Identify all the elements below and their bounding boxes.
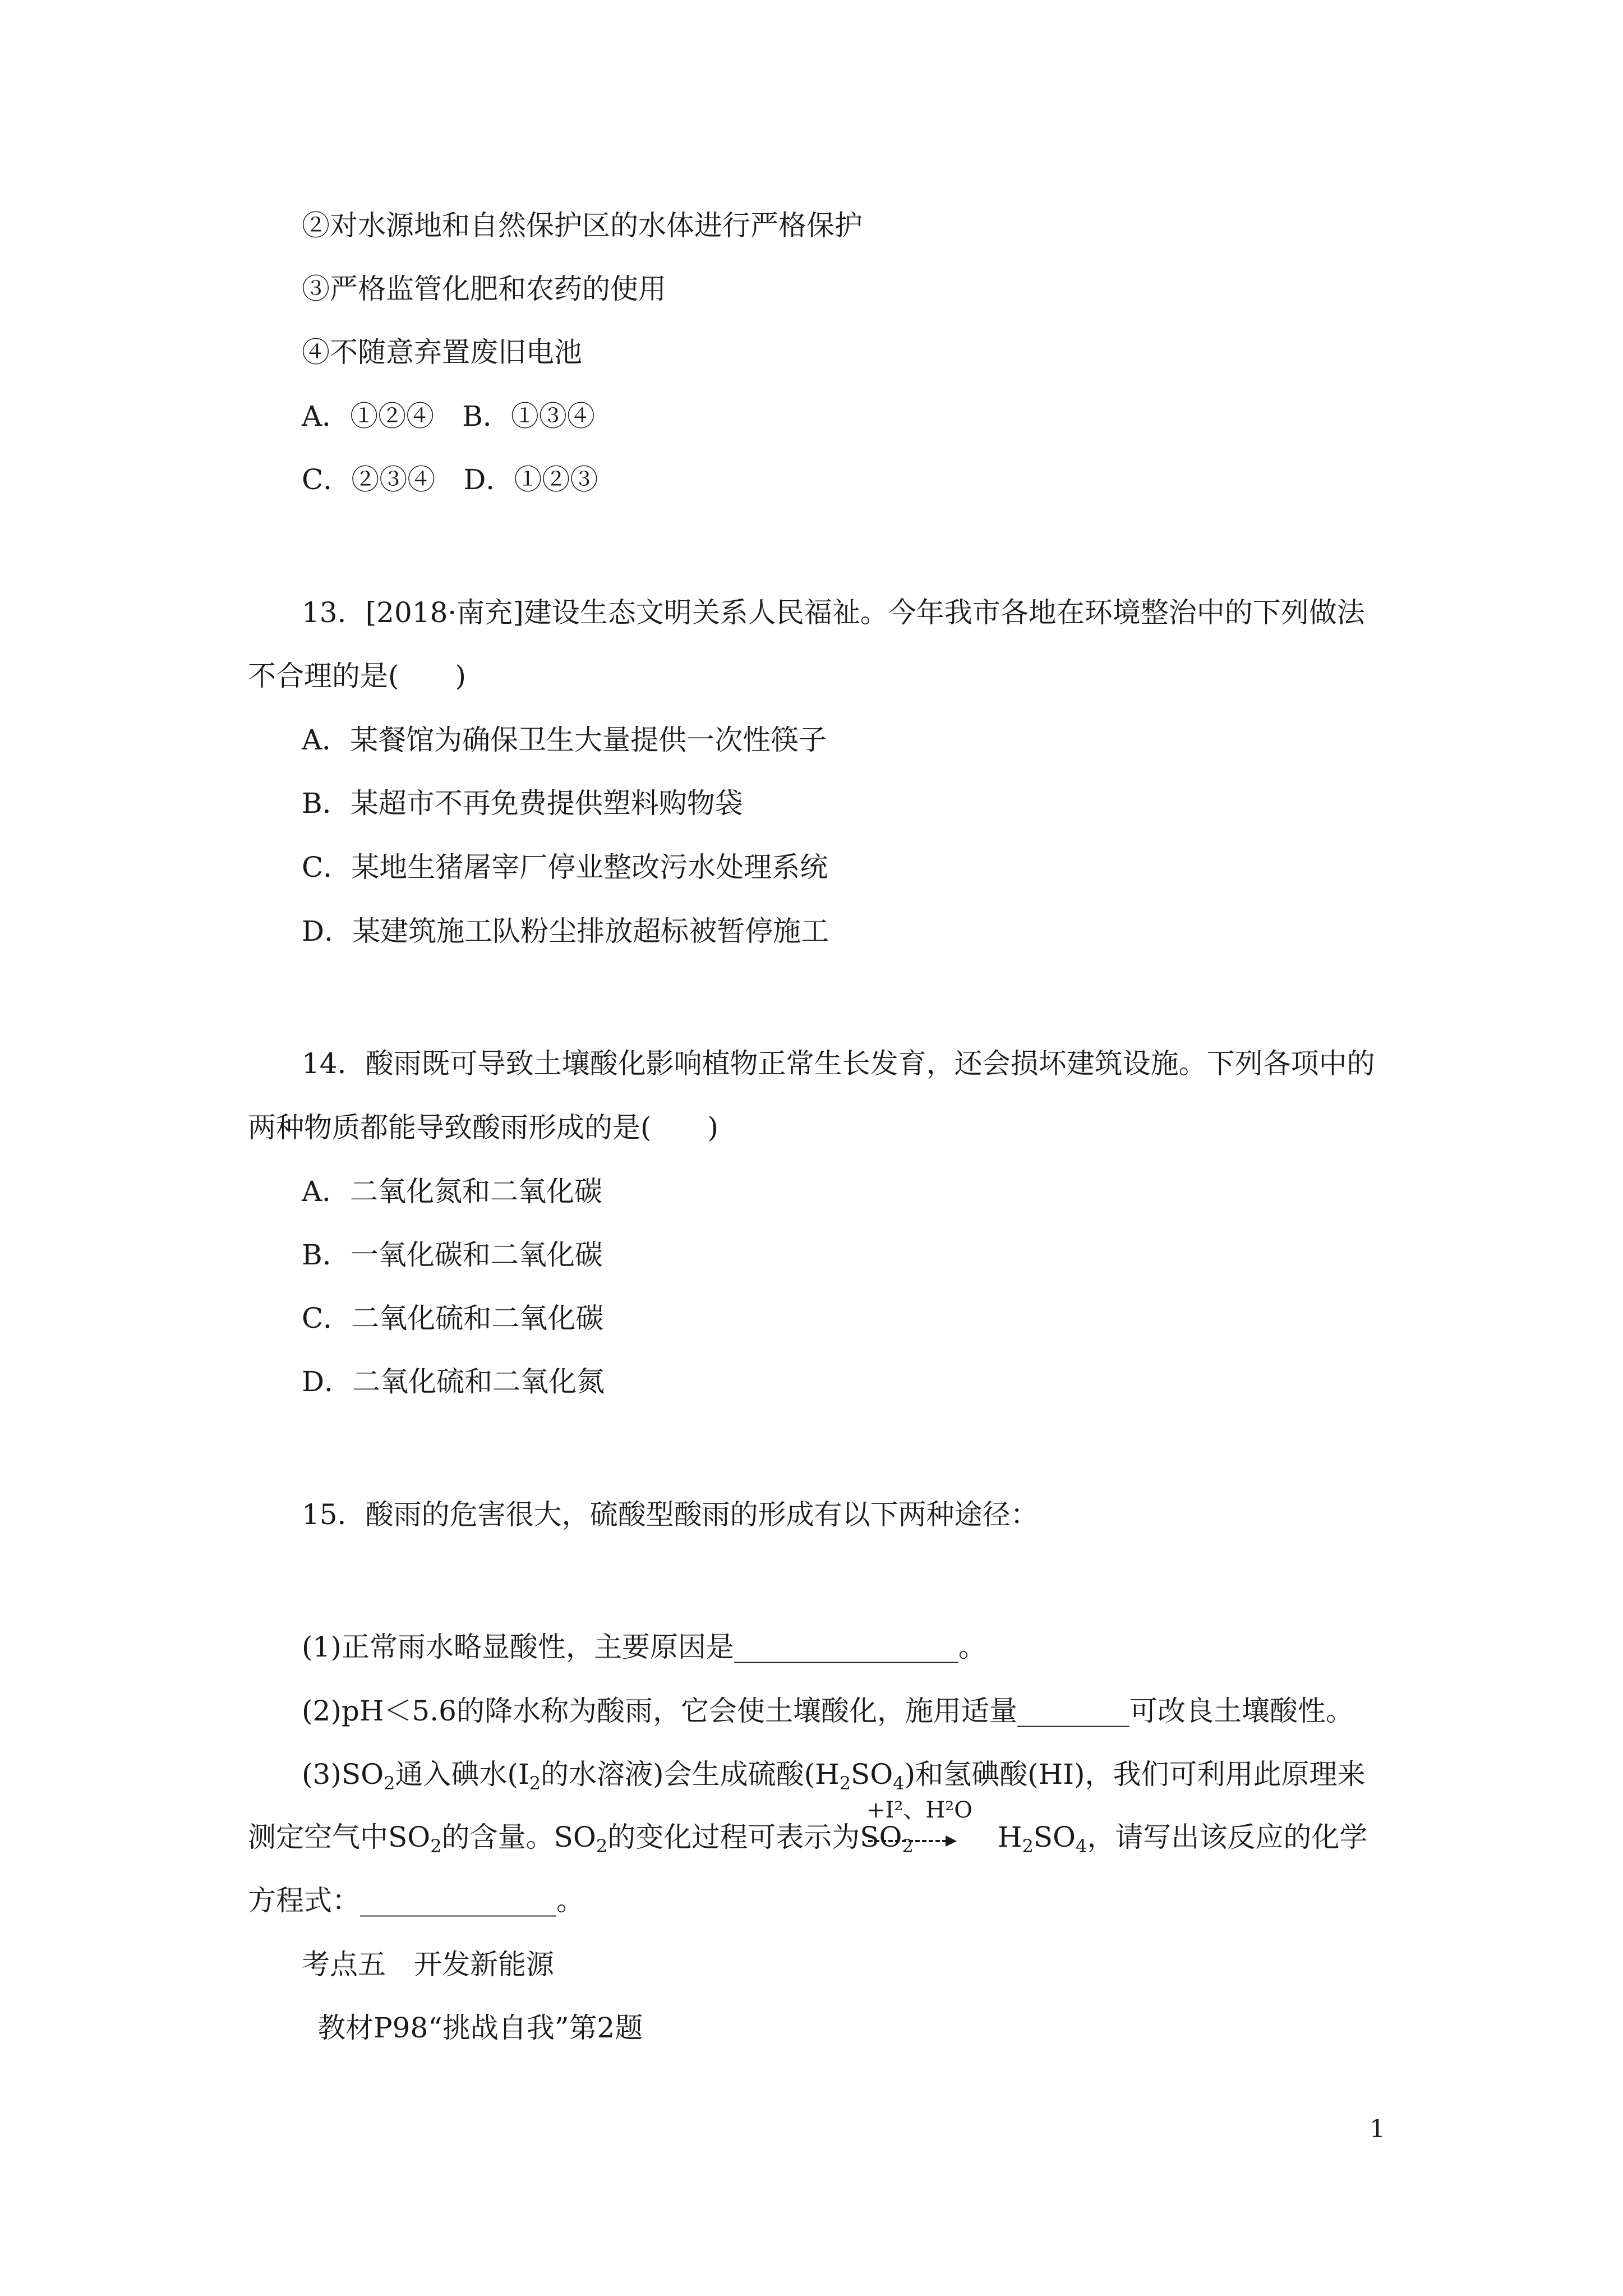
q15-part-2: (2)pH＜5.6的降水称为酸雨，它会使土壤酸化，施用适量________可改良土壤酸性。 (302, 1695, 1354, 1727)
q13-option-c: C．某地生猪屠宰厂停业整改污水处理系统 (302, 851, 828, 884)
q14-stem-line1: 14．酸雨既可导致土壤酸化影响植物正常生长发育，还会损坏建筑设施。下列各项中的 (302, 1047, 1375, 1080)
q13-stem-line1: 13．[2018·南充]建设生态文明关系人民福祉。今年我市各地在环境整治中的下列做法 (302, 596, 1365, 629)
q13-option-d: D．某建筑施工队粉尘排放超标被暂停施工 (302, 915, 829, 947)
q14-option-c: C．二氧化硫和二氧化碳 (302, 1302, 604, 1335)
section-heading: 考点五 开发新能源 (302, 1948, 554, 1981)
q15-stem: 15．酸雨的危害很大，硫酸型酸雨的形成有以下两种途径： (302, 1498, 1039, 1531)
q15-part-3-line2: 测定空气中$SO_2$的含量。$SO_2$的变化过程可表示为$SO_2$ $H_2SO_4$，请写出该反应的化学 (248, 1821, 1368, 1857)
q13-option-b: B．某超市不再免费提供塑料购物袋 (302, 787, 743, 820)
q15-part-3-line3: 方程式：______________。 (248, 1884, 584, 1917)
q14-option-b: B．一氧化碳和二氧化碳 (302, 1239, 603, 1271)
q12-option-3: ③严格监管化肥和农药的使用 (302, 273, 666, 305)
q15-part-3-line1: $(3)SO_2$通入碘水($I_2$的水溶液)会生成硫酸$(H_2SO_4)$和氢碘酸(HI)，我们可利用此原理来 (302, 1758, 1366, 1794)
q14-stem-line2: 两种物质都能导致酸雨形成的是( ) (248, 1111, 719, 1144)
page-number: 1 (1370, 2115, 1385, 2143)
q15-part-1: (1)正常雨水略显酸性，主要原因是________________。 (302, 1631, 986, 1663)
q12-option-4: ④不随意弃置废旧电池 (302, 336, 582, 369)
q12-choices-ab: A．①②④ B．①③④ (302, 400, 595, 432)
q14-option-d: D．二氧化硫和二氧化氮 (302, 1365, 605, 1398)
q13-stem-line2: 不合理的是( ) (248, 660, 467, 692)
reaction-arrow-label: +I²、H²O (866, 1797, 973, 1823)
textbook-reference: 教材P98“挑战自我”第2题 (317, 2012, 643, 2044)
reaction-arrow-line (868, 1840, 947, 1842)
q13-option-a: A．某餐馆为确保卫生大量提供一次性筷子 (302, 724, 827, 756)
reaction-arrow-icon (946, 1835, 957, 1847)
q14-option-a: A．二氧化氮和二氧化碳 (302, 1175, 603, 1208)
q12-choices-cd: C．②③④ D．①②③ (302, 463, 598, 496)
q12-option-2: ②对水源地和自然保护区的水体进行严格保护 (302, 209, 863, 242)
